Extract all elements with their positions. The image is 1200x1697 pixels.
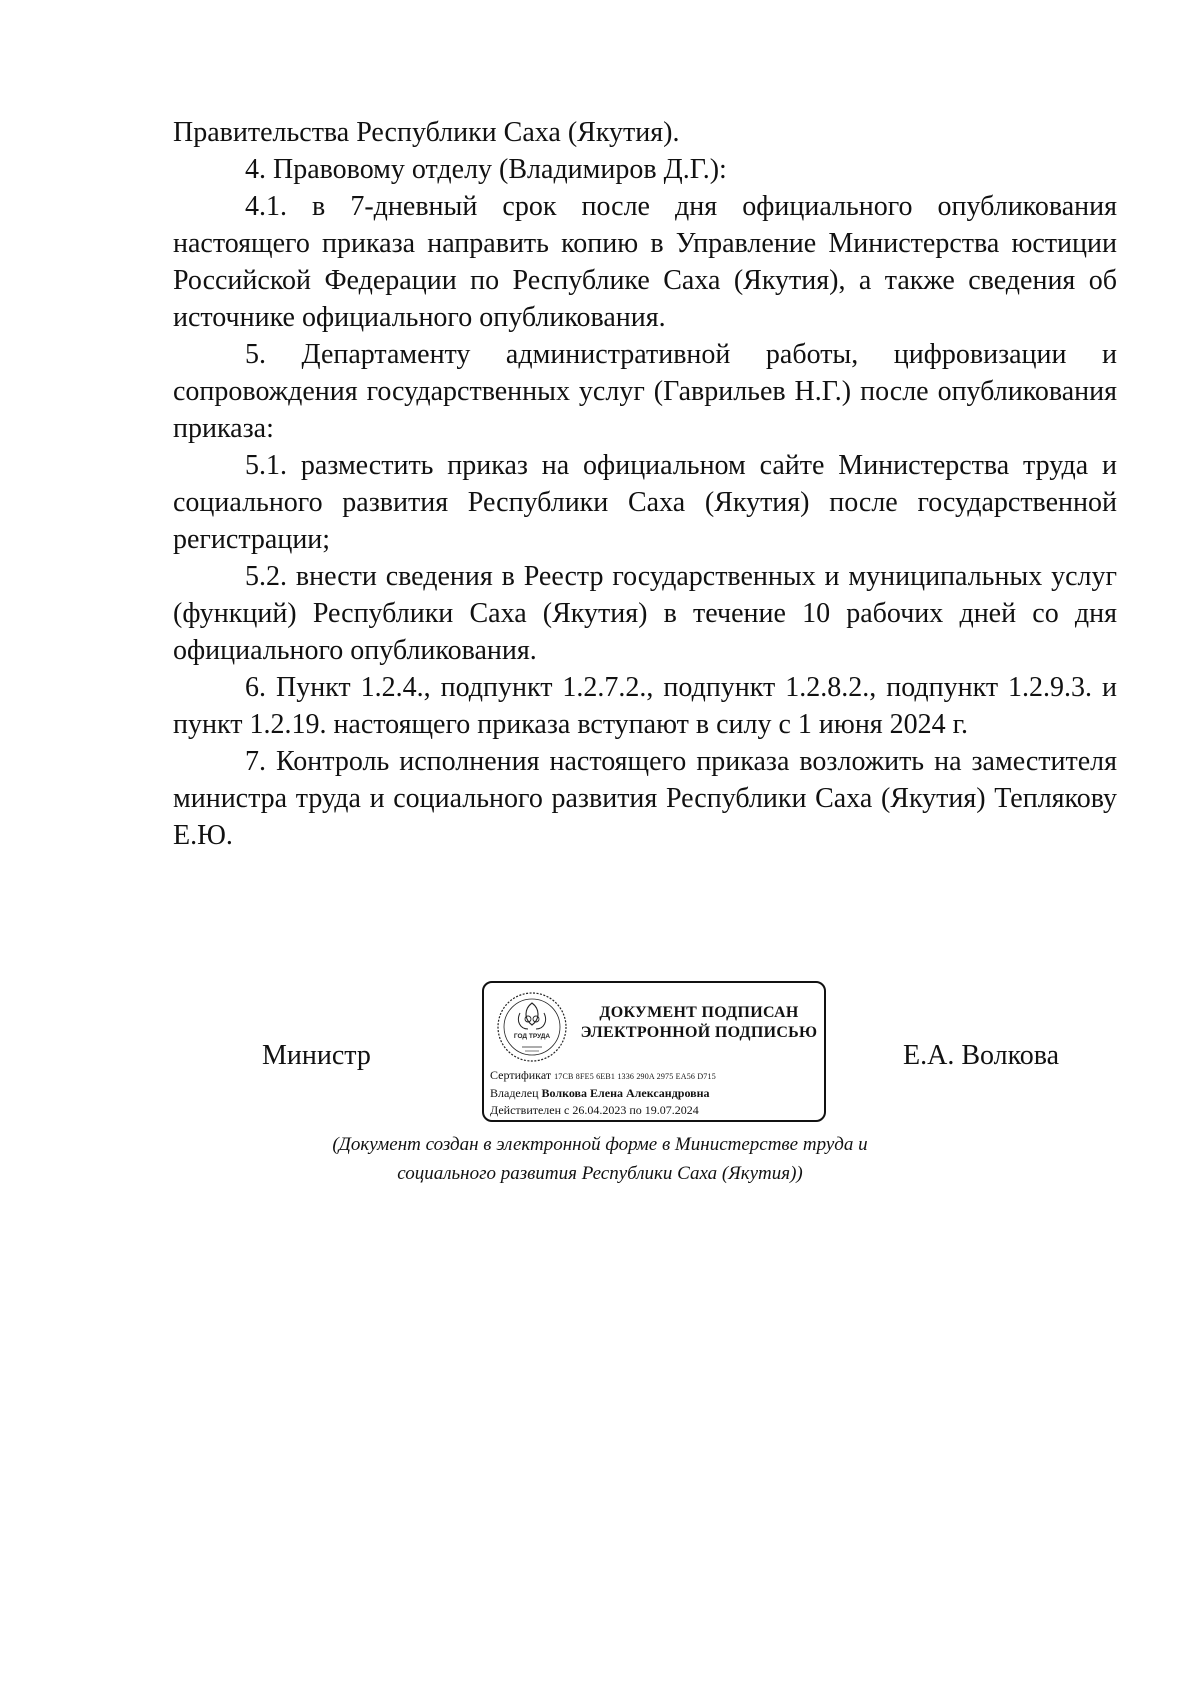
paragraph-item-6: 6. Пункт 1.2.4., подпункт 1.2.7.2., подпункт 1.2.8.2., подпункт 1.2.9.3. и пункт 1.2.19. настоящего приказа вступают в силу с 1 июня 2024 г.	[173, 672, 1117, 740]
footer-note	[300, 1130, 900, 1188]
year-of-labor-emblem-icon	[494, 989, 570, 1065]
electronic-signature-stamp	[482, 981, 826, 1122]
emblem-caption: ГОД ТРУДА	[513, 1033, 551, 1040]
footer-note-line-2: социального развития Республики Саха (Якутия))	[397, 1163, 803, 1184]
stamp-title	[576, 1003, 822, 1043]
paragraph-item-7: 7. Контроль исполнения настоящего приказа возложить на заместителя министра труда и социального развития Республики Саха (Якутия) Теплякову Е.Ю.	[173, 746, 1117, 851]
stamp-certificate-line	[490, 1067, 824, 1085]
signer-name: Е.А. Волкова	[903, 1040, 1060, 1071]
stamp-title-line-2: ЭЛЕКТРОННОЙ ПОДПИСЬЮ	[580, 1024, 818, 1041]
footer-note-line-1: (Документ создан в электронной форме в Министерстве труда и	[332, 1134, 868, 1155]
paragraph-item-5: 5. Департаменту административной работы, цифровизации и сопровождения государственных услуг (Гаврильев Н.Г.) после опубликования приказа:	[173, 339, 1117, 444]
stamp-title-line-1: ДОКУМЕНТ ПОДПИСАН	[599, 1004, 799, 1021]
paragraph-continuation: Правительства Республики Саха (Якутия).	[173, 117, 680, 148]
paragraph-item-4-1: 4.1. в 7-дневный срок после дня официального опубликования настоящего приказа направить копию в Управление Министерства юстиции Российской Федерации по Республике Саха (Якутия), а также сведения об источнике официального опубликования.	[173, 191, 1117, 333]
paragraph-item-5-2: 5.2. внести сведения в Реестр государственных и муниципальных услуг (функций) Республики Саха (Якутия) в течение 10 рабочих дней со дня официального опубликования.	[173, 561, 1117, 666]
paragraph-item-4: 4. Правовому отделу (Владимиров Д.Г.):	[245, 154, 727, 185]
stamp-owner-line	[490, 1085, 824, 1102]
certificate-label: Сертификат	[490, 1068, 555, 1082]
owner-value: Волкова Елена Александровна	[541, 1086, 710, 1100]
certificate-value: 17CB 8FE5 6EB1 1336 290A 2975 EA56 D715	[554, 1072, 716, 1081]
stamp-validity-line: Действителен с 26.04.2023 по 19.07.2024	[490, 1103, 699, 1117]
paragraph-item-5-1: 5.1. разместить приказ на официальном сайте Министерства труда и социального развития Республики Саха (Якутия) после государственной регистрации;	[173, 450, 1117, 555]
signer-position: Министр	[262, 1040, 371, 1071]
document-body	[173, 114, 1117, 854]
owner-label: Владелец	[490, 1086, 542, 1100]
stamp-details	[490, 1067, 824, 1119]
